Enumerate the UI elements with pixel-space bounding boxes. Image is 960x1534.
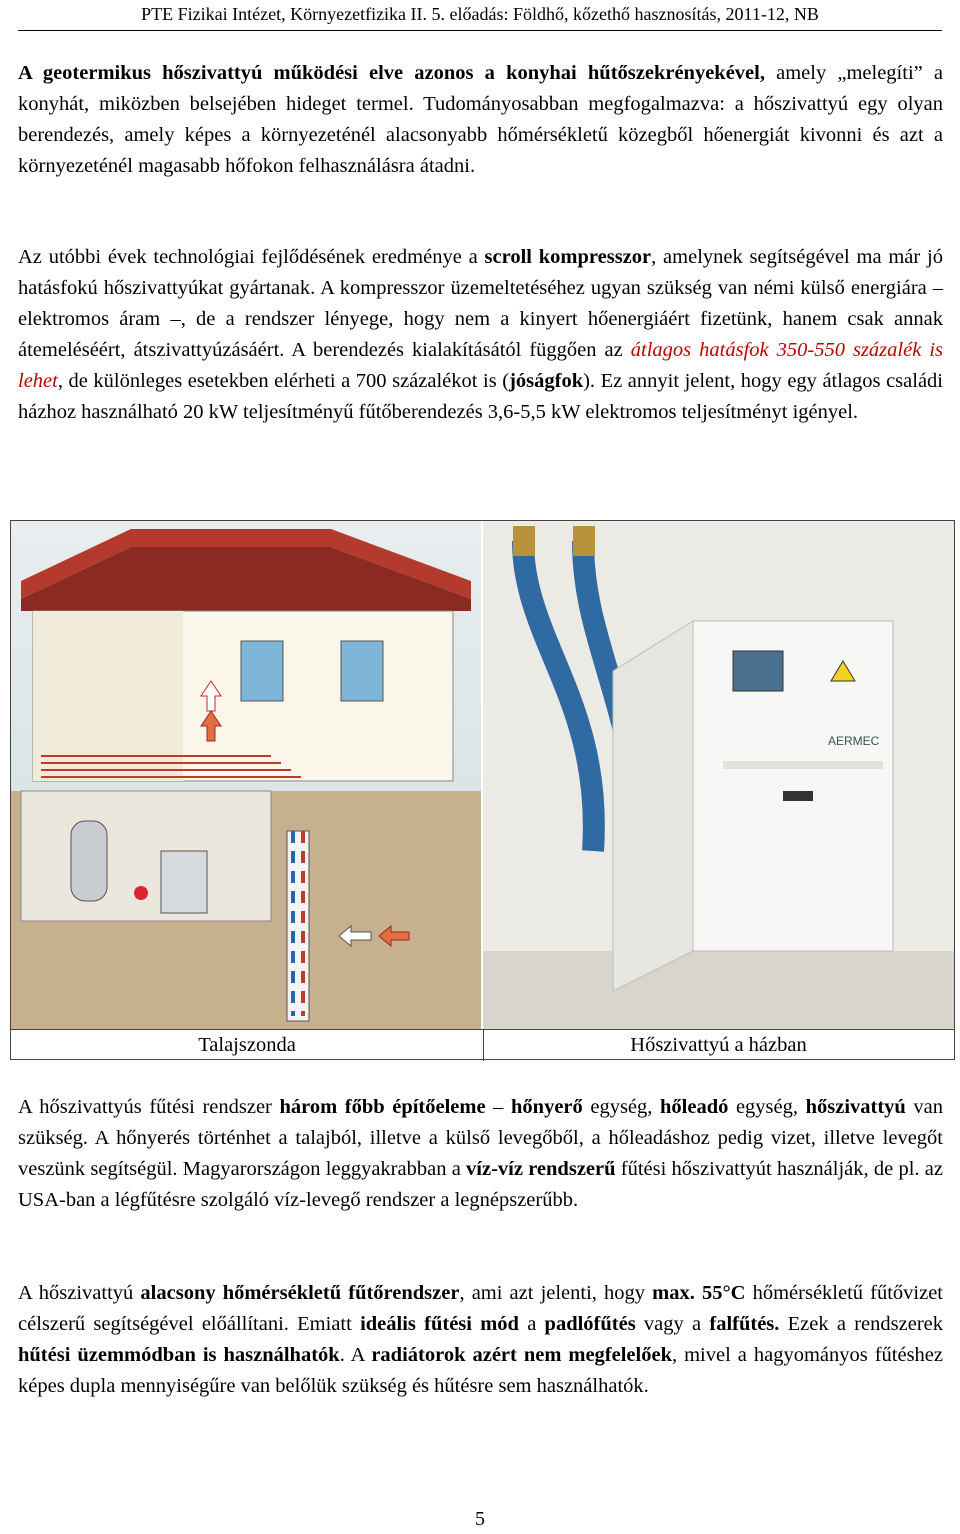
- header-rule: [18, 30, 942, 31]
- basement: [21, 791, 271, 921]
- p1-text: amely „melegíti” a konyhát, miközben belsejében hideget termel. Tudományosabban megfogalmazva: a hőszivattyú egy olyan berendezés, amely képes a környezeténél alacsonyabb hőmérsékletű közegből hőenergiát kivonni és azt a környezeténél magasabb hőfokon felhasználásra átadni.: [18, 62, 943, 177]
- p4-bold-2: max. 55°C: [652, 1282, 746, 1304]
- window: [241, 641, 283, 701]
- caption-row: [11, 1029, 954, 1061]
- p3-text-5: van szükség. A hőnyerés történhet a talajból, illetve a külső levegőből, a hőleadáshoz pedig vizet, illetve levegőt veszünk segítségül. Magyarországon leggyakrabban a: [18, 1096, 944, 1180]
- p4-text-7: . A: [339, 1344, 372, 1366]
- p3-bold-3: hőleadó: [660, 1096, 729, 1118]
- p4-bold-3: ideális fűtési mód: [360, 1313, 519, 1335]
- heat-pump-cabinet: [693, 621, 893, 951]
- p4-bold-5: falfűtés.: [709, 1313, 780, 1335]
- p2-text-1: Az utóbbi évek technológiai fejlődésének eredménye a: [18, 246, 485, 268]
- p4-bold-6: hűtési üzemmódban is használhatók: [18, 1344, 340, 1366]
- p4-text-6: Ezek a rendszerek: [779, 1313, 943, 1335]
- heat-pump-figure: [483, 521, 954, 1029]
- p2-bold-josagfok: jóságfok: [509, 370, 584, 392]
- page-number: 5: [475, 1508, 485, 1530]
- p3-text-6: fűtési hőszivattyút használják, de pl. az USA-ban a légfűtésre szolgáló víz-levegő rendszer a legnépszerűbb.: [18, 1158, 943, 1211]
- running-header: PTE Fizikai Intézet, Környezetfizika II. 5. előadás: Földhő, kőzethő hasznosítás, 2011-12, NB: [141, 4, 819, 24]
- house-ground-probe-diagram: [11, 521, 481, 1029]
- pump-icon: [134, 886, 148, 900]
- heat-pump-photo: [483, 521, 954, 1029]
- caption-heat-pump: Hőszivattyú a házban: [630, 1034, 807, 1056]
- storage-tank: [71, 821, 107, 901]
- paragraph-heat-pump-principle: [18, 58, 943, 182]
- heat-pump-unit: [161, 851, 207, 913]
- handle: [783, 791, 813, 801]
- p2-text-4: ). Ez annyit jelent, hogy egy átlagos családi házhoz használható 20 kW teljesítményű fűtőberendezés 3,6-5,5 kW elektromos teljesítményt igényel.: [18, 370, 943, 423]
- p3-text-2: –: [485, 1096, 512, 1118]
- p4-text-1: A hőszivattyú: [18, 1282, 141, 1304]
- paragraph-scroll-compressor: [18, 242, 943, 428]
- p3-bold-2: hőnyerő: [511, 1096, 583, 1118]
- p4-bold-4: padlófűtés: [544, 1313, 636, 1335]
- p4-text-5: vagy a: [635, 1313, 710, 1335]
- p2-highlight-efficiency: átlagos hatásfok 350-550 százalék is lehet: [18, 339, 943, 392]
- paragraph-low-temperature: [18, 1278, 943, 1402]
- p1-bold: A geotermikus hőszivattyú működési elve azonos a konyhai hűtőszekrényekével,: [18, 62, 765, 84]
- p3-bold-5: víz-víz rendszerű: [466, 1158, 616, 1180]
- p3-text-4: egység,: [728, 1096, 806, 1118]
- p4-bold-7: radiátorok azért nem megfelelőek: [371, 1344, 672, 1366]
- p2-text-3: , de különleges esetekben elérheti a 700 százalékot is (: [57, 370, 510, 392]
- paragraph-system-components: [18, 1092, 943, 1216]
- ground-probe-figure: [11, 521, 484, 1029]
- brass-fitting: [573, 526, 595, 556]
- p2-text-2: , amelynek segítségével ma már jó hatásfokú hőszivattyúkat gyártanak. A kompresszor üzemeltetéséhez ugyan szükség van némi külső energiára – elektromos áram –, de a rendszer lényege, hogy nem a kinyert hőenergiáért fizetünk, hanem csak annak átemeléséért, átszivattyúzásáért. A berendezés kialakításától függően az: [18, 246, 943, 361]
- p3-bold-4: hőszivattyú: [805, 1096, 906, 1118]
- p3-text-1: A hőszivattyús fűtési rendszer: [18, 1096, 280, 1118]
- p2-bold-scroll: scroll kompresszor: [484, 246, 652, 268]
- p4-text-2: , ami azt jelenti, hogy: [459, 1282, 653, 1304]
- caption-ground-probe: Talajszonda: [11, 1030, 484, 1061]
- brass-fitting: [513, 526, 535, 556]
- p3-bold-1: három főbb építőeleme: [279, 1096, 486, 1118]
- window: [341, 641, 383, 701]
- p4-text-4: a: [518, 1313, 545, 1335]
- p4-bold-1: alacsony hőmérsékletű fűtőrendszer: [140, 1282, 460, 1304]
- brand-logo: AERMEC: [828, 734, 880, 748]
- p4-text-8: , mivel a hagyományos fűtéshez képes dupla mennyiségűre van belőlük szükség és hűtésre sem használhatók.: [18, 1344, 943, 1397]
- figure-table: [10, 520, 955, 1060]
- ground-probe: [287, 831, 309, 1021]
- p3-text-3: egység,: [582, 1096, 660, 1118]
- p4-text-3: hőmérsékletű fűtővizet célszerű segítségével előállítani. Emiatt: [18, 1282, 944, 1335]
- control-panel: [733, 651, 783, 691]
